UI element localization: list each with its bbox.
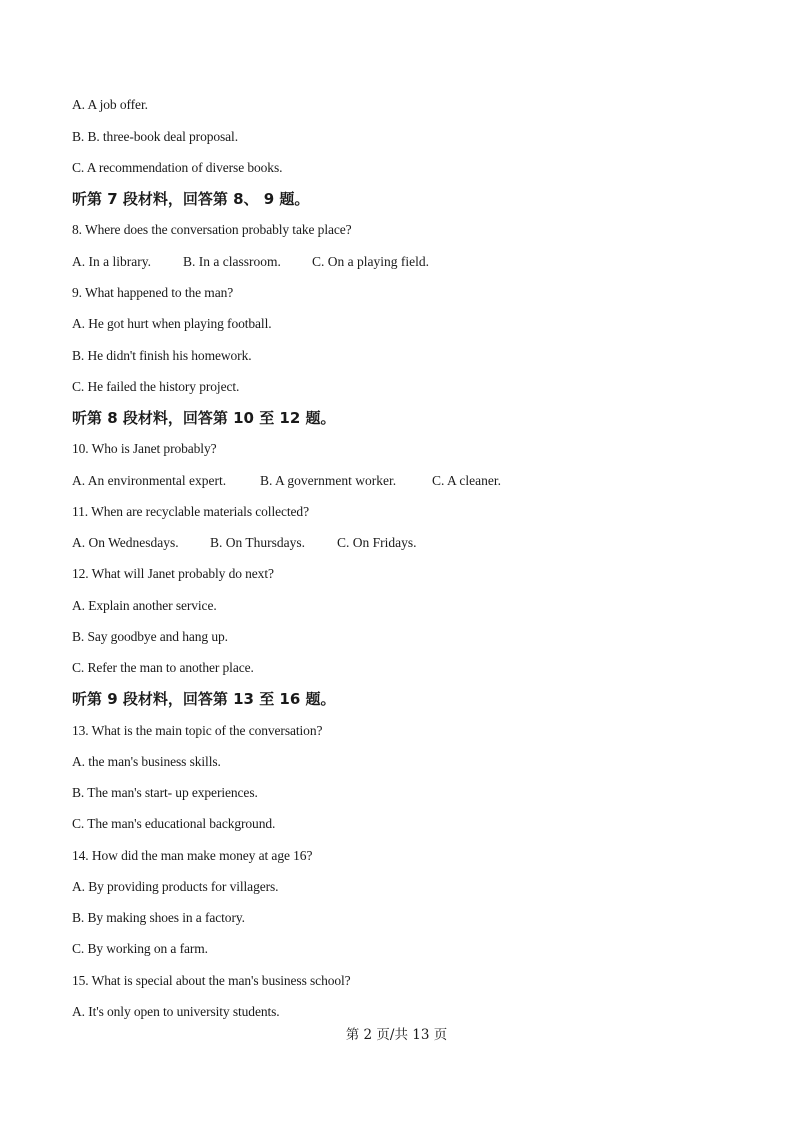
option-text: A. It's only open to university students. [72,1004,280,1019]
section-heading: 听第 8 段材料，回答第 10 至 12 题。 [72,409,336,427]
option-text: C. He failed the history project. [72,379,240,394]
option-text: C. By working on a farm. [72,941,208,956]
option-text: C. A cleaner. [432,473,501,488]
option-text: B. The man's start- up experiences. [72,785,258,800]
option-text: A. A job offer. [72,97,148,112]
option-text: B. A government worker. [260,473,397,488]
section-heading: 听第 9 段材料，回答第 13 至 16 题。 [72,690,336,708]
option-text: B. B. three-book deal proposal. [72,129,238,144]
option-text: C. A recommendation of diverse books. [72,160,283,175]
option-text: C. Refer the man to another place. [72,660,254,675]
option-text: A. By providing products for villagers. [72,879,279,894]
question-text: 15. What is special about the man's business school? [72,973,351,988]
question-text: 9. What happened to the man? [72,285,234,300]
question-text: 14. How did the man make money at age 16? [72,848,313,863]
option-text: B. In a classroom. [183,254,281,269]
option-text: B. On Thursdays. [210,535,306,550]
option-text: A. He got hurt when playing football. [72,316,272,331]
page-number: 第 2 页/共 13 页 [345,1027,448,1043]
question-text: 13. What is the main topic of the conversation? [72,723,323,738]
question-text: 8. Where does the conversation probably take place? [72,222,352,237]
section-heading: 听第 7 段材料，回答第 8、 9 题。 [72,190,310,208]
option-text: B. By making shoes in a factory. [72,910,245,925]
option-text: A. the man's business skills. [72,754,221,769]
option-text: A. In a library. [72,254,151,269]
question-text: 10. Who is Janet probably? [72,441,217,456]
option-text: C. The man's educational background. [72,816,276,831]
option-text: A. An environmental expert. [72,473,227,488]
option-text: A. Explain another service. [72,598,217,613]
option-text: B. Say goodbye and hang up. [72,629,228,644]
option-text: A. On Wednesdays. [72,535,179,550]
question-text: 12. What will Janet probably do next? [72,566,274,581]
option-text: C. On a playing field. [312,254,429,269]
option-text: C. On Fridays. [337,535,417,550]
option-text: B. He didn't finish his homework. [72,348,252,363]
question-text: 11. When are recyclable materials collected? [72,504,309,519]
